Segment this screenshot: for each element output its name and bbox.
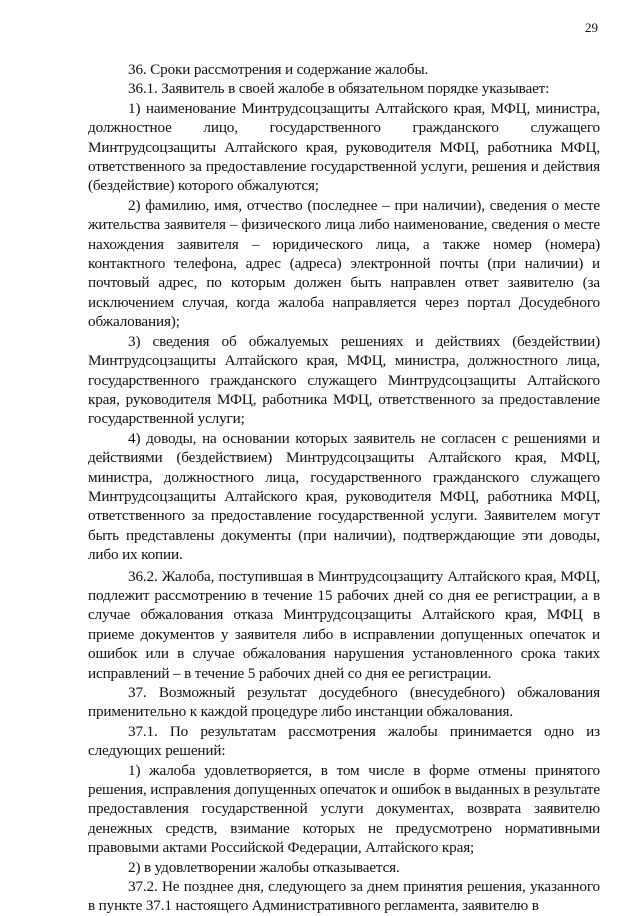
paragraph-37-2: 37.2. Не позднее дня, следующего за днем принятия решения, указанного в пункте 37.1 настоящего Административного регламента, заявителю в xyxy=(88,878,600,915)
page-number: 29 xyxy=(585,20,598,35)
list-item-36-1-3: 3) сведения об обжалуемых решениях и действиях (бездействии) Минтрудсоцзащиты Алтайского края, МФЦ, министра, должностного лица, государственного гражданского служащего Минтрудсоцзащиты Алтайского края, руководителя МФЦ, работника МФЦ, ответственного за предоставление государственной услуги; xyxy=(88,332,600,428)
list-item-36-1-1: 1) наименование Минтрудсоцзащиты Алтайского края, МФЦ, министра, должностное лицо, государственного гражданского служащего Минтрудсоцзащиты Алтайского края, руководителя МФЦ, работника МФЦ, ответственного за предоставление государственной услуги, решения и действия (бездействие) которого обжалуются; xyxy=(88,99,600,195)
list-item-37-1-2: 2) в удовлетворении жалобы отказывается. xyxy=(128,858,400,876)
list-item-36-1-2: 2) фамилию, имя, отчество (последнее – при наличии), сведения о месте жительства заявителя – физического лица либо наименование, сведения о месте нахождения заявителя – юридического лица, а также номер (номера) контактного телефона, адрес (адреса) электронной почты (при наличии) и почтовый адрес, по которым должен быть направлен ответ заявителю (за исключением случая, когда жалоба направляется через портал Досудебного обжалования); xyxy=(88,196,600,331)
paragraph-37-1: 37.1. По результатам рассмотрения жалобы принимается одно из следующих решений: xyxy=(88,722,600,760)
document-body xyxy=(88,60,600,916)
list-item-36-1-4: 4) доводы, на основании которых заявитель не согласен с решениями и действиями (бездействием) Минтрудсоцзащиты Алтайского края, МФЦ, министра, должностного лица, государственного гражданского служащего Минтрудсоцзащиты Алтайского края, руководителя МФЦ, работника МФЦ, ответственного за предоставление государственной услуги. Заявителем могут быть представлены документы (при наличии), подтверждающие эти доводы, либо их копии. xyxy=(88,429,600,564)
paragraph-36-2: 36.2. Жалоба, поступившая в Минтрудсоцзащиту Алтайского края, МФЦ, подлежит рассмотрению в течение 15 рабочих дней со дня ее регистрации, а в случае обжалования отказа Минтрудсоцзащиты Алтайского края, МФЦ в приеме документов у заявителя либо в исправлении допущенных опечаток и ошибок или в случае обжалования нарушения установленного срока таких исправлений – в течение 5 рабочих дней со дня ее регистрации. xyxy=(88,567,600,682)
list-item-37-1-1: 1) жалоба удовлетворяется, в том числе в форме отмены принятого решения, исправления допущенных опечаток и ошибок в выданных в результате предоставления государственной услуги документах, возврата заявителю денежных средств, взимание которых не предусмотрено нормативными правовыми актами Российской Федерации, Алтайского края; xyxy=(88,761,600,857)
section-heading-36: 36. Сроки рассмотрения и содержание жалобы. xyxy=(128,61,429,78)
paragraph-36-1: 36.1. Заявитель в своей жалобе в обязательном порядке указывает: xyxy=(128,80,550,98)
section-heading-37: 37. Возможный результат досудебного (внесудебного) обжалования применительно к каждой процедуре либо инстанции обжалования. xyxy=(88,684,600,721)
